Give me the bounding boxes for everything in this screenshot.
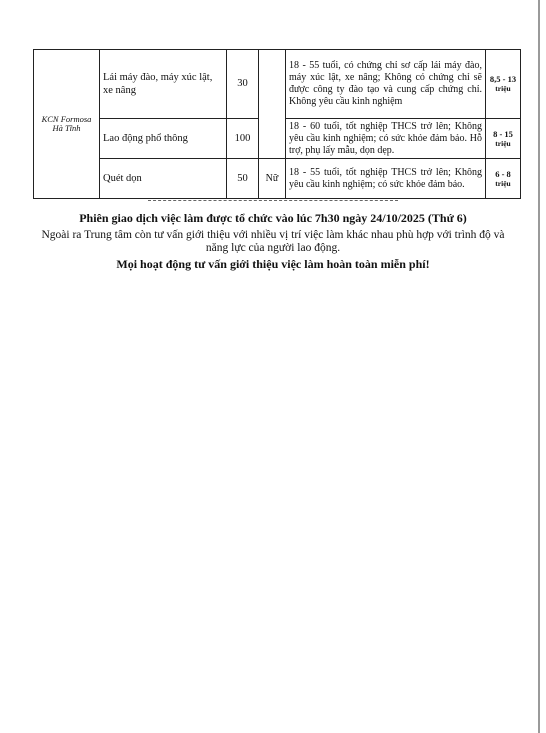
salary-range: 8 - 15 [493, 128, 513, 139]
salary-cell [486, 50, 521, 119]
quantity-cell: 30 [227, 50, 259, 119]
position-cell: Lái máy đào, máy xúc lật, xe nâng [100, 50, 227, 119]
page-edge [538, 0, 540, 733]
extra-services-notice: Ngoài ra Trung tâm còn tư vấn giới thiệu với nhiều vị trí việc làm khác nhau phù hợp với trình độ và năng lực của người lao động. [41, 229, 505, 254]
gender-cell: Nữ [259, 159, 286, 199]
salary-range: 6 - 8 [495, 168, 511, 179]
quantity-cell: 100 [227, 119, 259, 159]
requirements-cell: 18 - 60 tuổi, tốt nghiệp THCS trở lên; Không yêu cầu kinh nghiệm; có sức khỏe đảm bảo. Hỗ trợ, phụ lấy mẫu, dọn dẹp. [286, 119, 486, 159]
company-cell: KCN Formosa Hà Tĩnh [34, 50, 100, 199]
table-row [34, 50, 521, 119]
salary-unit: triệu [495, 84, 511, 93]
salary-unit: triệu [495, 178, 511, 188]
gender-cell [259, 50, 286, 159]
requirements-cell: 18 - 55 tuổi, có chứng chỉ sơ cấp lái máy đào, máy xúc lật, xe nâng; Không có chứng chỉ sẽ được công ty đào tạo và cung cấp chứng chỉ. Không yêu cầu kinh nghiệm [286, 50, 486, 119]
table-row [34, 159, 521, 199]
job-table [33, 49, 521, 199]
quantity-cell: 50 [227, 159, 259, 199]
free-service-notice: Mọi hoạt động tư vấn giới thiệu việc làm hoàn toàn miễn phí! [116, 257, 430, 271]
dashed-divider [148, 200, 398, 201]
salary-unit: triệu [495, 138, 511, 148]
salary-cell [486, 159, 521, 199]
session-notice: Phiên giao dịch việc làm được tổ chức vào lúc 7h30 ngày 24/10/2025 (Thứ 6) [79, 211, 467, 225]
salary-range: 8,5 - 13 [489, 74, 517, 84]
position-cell: Lao động phổ thông [100, 119, 227, 159]
position-cell: Quét dọn [100, 159, 227, 199]
salary-cell [486, 119, 521, 159]
requirements-cell: 18 - 55 tuổi, tốt nghiệp THCS trở lên; Không yêu cầu kinh nghiệm; có sức khỏe đảm bảo. [286, 159, 486, 199]
